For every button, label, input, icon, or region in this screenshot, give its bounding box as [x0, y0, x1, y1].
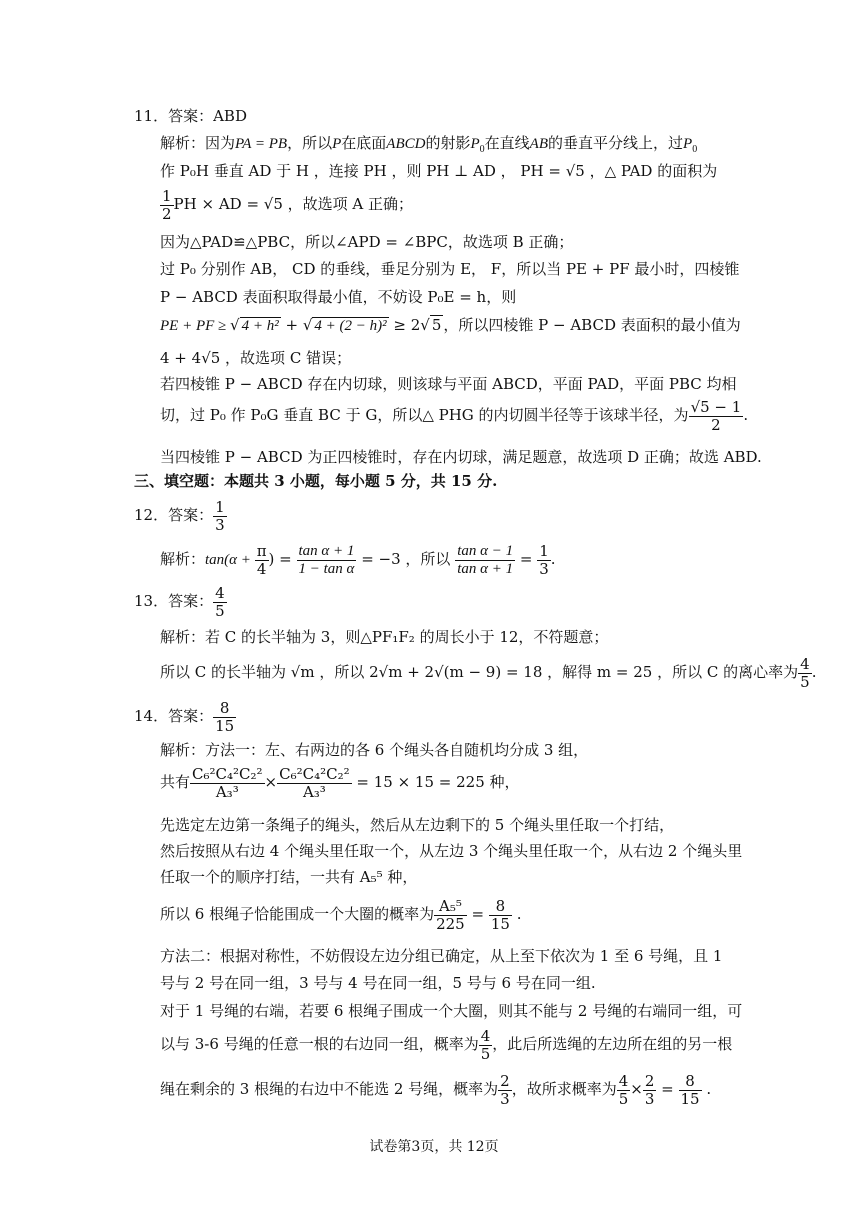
- q14-line-11: 绳在剩余的 3 根绳的右边中不能选 2 号绳，概率为 $\frac{2}{3}$ ，故所求概率为 $\frac{4}{5}$ × $\frac{2}{3}$ = $\frac{8}{15}$ .: [160, 1071, 712, 1108]
- q14-line-6: 所以 6 根绳子恰能围成一个大圈的概率为 $\frac{\text{A₅⁵}}{225}$ = $\frac{8}{15}$ .: [160, 896, 522, 933]
- q14-line-4: 然后按照从右边 4 个绳头里任取一个，从左边 3 个绳头里任取一个，从右边 2 个绳头里: [160, 842, 743, 860]
- q11-answer: 11．答案：ABD: [134, 107, 247, 125]
- q14-line-3: 先选定左边第一条绳子的绳头，然后从左边剩下的 5 个绳头里任取一个打结，: [160, 816, 675, 834]
- q11-line-10: 切，过 P₀ 作 P₀G 垂直 BC 于 G，所以△ PHG 的内切圆半径等于该球半径，为 $\frac{√5 - 1}{2}$ .: [160, 397, 749, 434]
- q14-line-8: 号与 2 号在同一组，3 号与 4 号在同一组，5 号与 6 号在同一组.: [160, 974, 596, 992]
- q11-line-6: P − ABCD 表面积取得最小值，不妨设 P₀E = h，则: [160, 288, 517, 306]
- page-footer: 试卷第3页，共 12页: [369, 1139, 499, 1155]
- q11-line-7: PE + PF ≥ √ 4 + h² + √ 4 + (2 − h)² ≥ 2√ 5 ，所以四棱锥 P − ABCD 表面积的最小值为: [160, 316, 741, 334]
- q14-answer: 14．答案： $\frac{8}{15}$: [134, 698, 235, 735]
- q12-analysis: 解析：tan(α + $\frac{\pi}{4}$ ) = $\frac{\text{tan α + 1}}{\text{1 − tan α}}$ = −3 ，所以 $\frac{\text{tan α − 1}}{\text{tan α + 1}}$ = $\frac{1}{3}$ .: [160, 541, 556, 578]
- q14-line-7: 方法二：根据对称性，不妨假设左边分组已确定，从上至下依次为 1 至 6 号绳，且 1: [160, 947, 723, 965]
- q11-line-1: 解析：因为PA = PB，所以P在底面ABCD的射影$P_0$在直线AB的垂直平分线上，过$P_0$: [160, 134, 698, 155]
- q11-line-11: 当四棱锥 P − ABCD 为正四棱锥时，存在内切球，满足题意，故选项 D 正确；故选 ABD.: [160, 448, 762, 466]
- q11-line-2: 作 P₀H 垂直 AD 于 H ，连接 PH ，则 PH ⊥ AD ， PH = √5 ，△ PAD 的面积为: [160, 162, 718, 180]
- q12-answer: 12．答案： $\frac{1}{3}$: [134, 497, 225, 534]
- q13-line-2: 所以 C 的长半轴为 √m ，所以 2√m + 2√(m − 9) = 18 ，解得 m = 25 ，所以 C 的离心率为 $\frac{4}{5}$ .: [160, 654, 817, 691]
- section-heading: 三、填空题：本题共 3 小题，每小题 5 分，共 15 分.: [134, 472, 498, 490]
- q14-line-5: 任取一个的顺序打结，一共有 A₅⁵ 种，: [160, 868, 418, 886]
- q11-line-4: 因为△PAD≌△PBC，所以∠APD = ∠BPC，故选项 B 正确；: [160, 233, 574, 251]
- q11-line-9: 若四棱锥 P − ABCD 存在内切球，则该球与平面 ABCD，平面 PAD，平面 PBC 均相: [160, 375, 737, 393]
- q13-answer: 13．答案： $\frac{4}{5}$: [134, 583, 225, 620]
- q11-line-8: 4 + 4√5 ，故选项 C 错误；: [160, 349, 352, 367]
- q14-line-1: 解析：方法一：左、右两边的各 6 个绳头各自随机均分成 3 组，: [160, 741, 589, 759]
- q11-line-3: $\frac{1}{2}$ PH × AD = √5 ，故选项 A 正确；: [162, 186, 414, 223]
- q14-line-2: 共有 $\frac{\text{C₆²C₄²C₂²}}{\text{A₃³}}$ × $\frac{\text{C₆²C₄²C₂²}}{\text{A₃³}}$ = 15 × 15 = 225 种，: [160, 764, 520, 801]
- q14-line-10: 以与 3-6 号绳的任意一根的右边同一组，概率为 $\frac{4}{5}$ ，此后所选绳的左边所在组的另一根: [160, 1026, 733, 1063]
- q11-line-5: 过 P₀ 分别作 AB， CD 的垂线，垂足分别为 E， F，所以当 PE + PF 最小时，四棱锥: [160, 260, 740, 278]
- q13-line-1: 解析：若 C 的长半轴为 3，则△PF₁F₂ 的周长小于 12，不符题意；: [160, 628, 609, 646]
- q14-line-9: 对于 1 号绳的右端，若要 6 根绳子围成一个大圈，则其不能与 2 号绳的右端同一组，可: [160, 1002, 743, 1020]
